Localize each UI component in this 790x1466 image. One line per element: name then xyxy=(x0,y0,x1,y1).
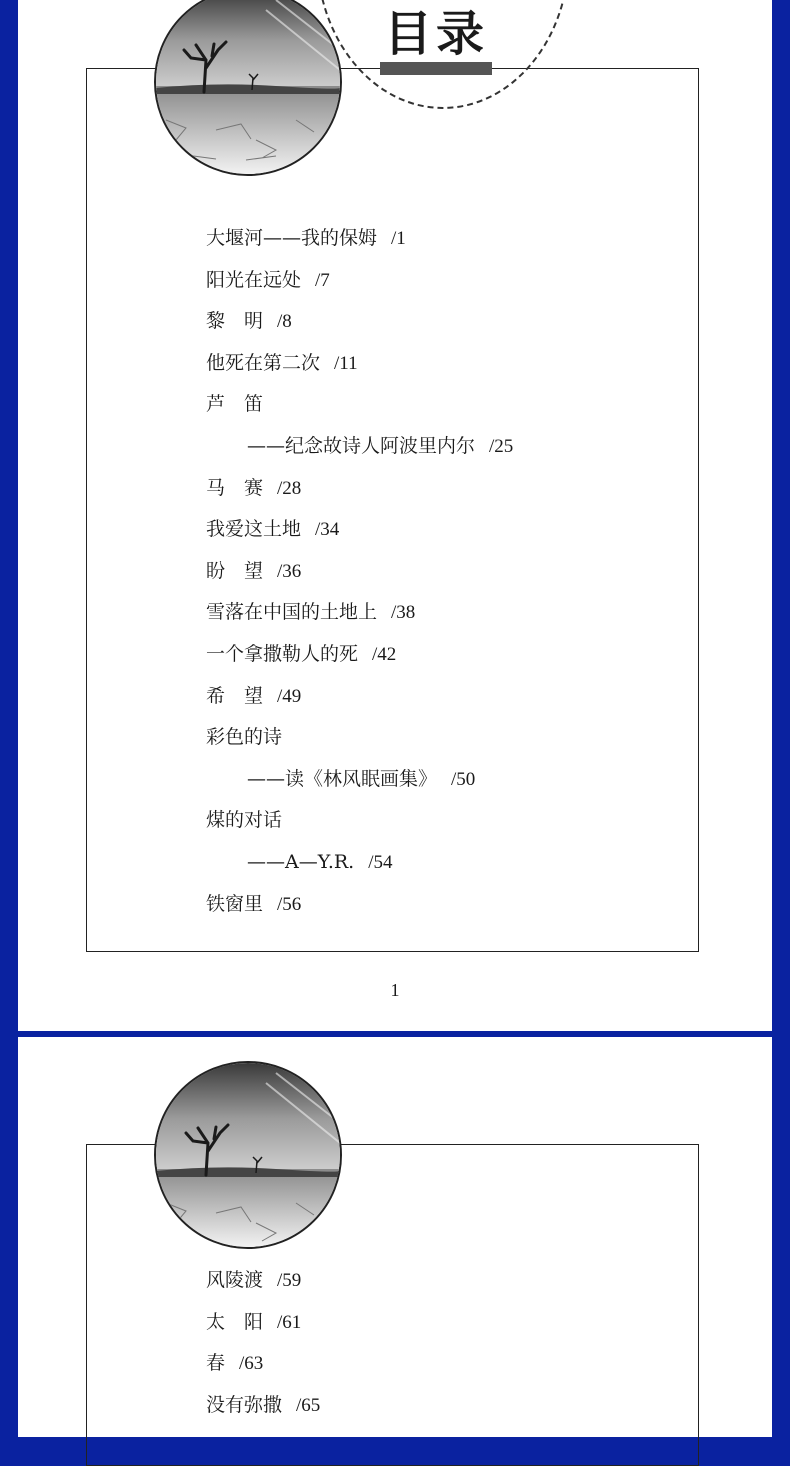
toc-entry[interactable] xyxy=(206,1385,320,1427)
toc-entry-title: 黎 明 xyxy=(206,310,264,333)
toc-entry[interactable] xyxy=(206,1302,320,1344)
toc-entry[interactable] xyxy=(206,634,513,676)
toc-entry-page: /38 xyxy=(391,602,416,624)
toc-entry-page: /28 xyxy=(277,477,302,499)
toc-entry[interactable] xyxy=(206,1260,320,1302)
toc-entry-title: 马 赛 xyxy=(206,476,264,499)
toc-entry-title: 煤的对话 xyxy=(206,809,283,832)
toc-entry-page: /25 xyxy=(489,435,514,457)
toc-entry-page: /8 xyxy=(277,311,292,333)
toc-entry[interactable] xyxy=(206,717,513,759)
toc-entry-title: 铁窗里 xyxy=(206,892,264,915)
page-number: 1 xyxy=(390,980,400,1000)
toc-entry-page: /36 xyxy=(277,560,302,582)
toc-entry-title: 太 阳 xyxy=(206,1310,264,1333)
toc-entry-page: /63 xyxy=(239,1353,264,1375)
toc-entry[interactable] xyxy=(206,384,513,426)
toc-entry-title: ——读《林风眠画集》 xyxy=(247,767,438,790)
toc-entry[interactable] xyxy=(206,800,513,842)
toc-entry-page: /49 xyxy=(277,685,302,707)
toc-page-1 xyxy=(18,0,772,1031)
toc-entry-page: /65 xyxy=(296,1394,321,1416)
toc-entry-page: /59 xyxy=(277,1270,302,1291)
toc-entry[interactable] xyxy=(206,509,513,551)
toc-entry[interactable] xyxy=(206,1343,320,1385)
toc-entry-page: /11 xyxy=(334,352,358,374)
page-title: 目录 xyxy=(383,6,488,62)
toc-entry-title: 我爱这土地 xyxy=(206,518,302,541)
toc-subentry[interactable] xyxy=(206,426,513,468)
toc-entry-title: ——纪念故诗人阿波里内尔 xyxy=(247,434,476,457)
toc-entry-page: /34 xyxy=(315,519,340,541)
toc-list xyxy=(206,1260,320,1426)
desert-photo-circle xyxy=(154,1061,342,1249)
toc-entry-title: 没有弥撒 xyxy=(206,1393,283,1416)
toc-entry-page: /50 xyxy=(451,768,476,790)
toc-entry-page: /54 xyxy=(368,851,393,873)
toc-entry[interactable] xyxy=(206,301,513,343)
toc-entry-page: /1 xyxy=(391,228,406,249)
toc-entry-title: 芦 笛 xyxy=(206,393,264,416)
toc-entry-title: 阳光在远处 xyxy=(206,268,302,291)
desert-tree-photo-icon xyxy=(156,0,340,174)
toc-entry-page: /7 xyxy=(315,269,330,291)
toc-entry-title: 大堰河——我的保姆 xyxy=(206,227,378,249)
toc-entry[interactable] xyxy=(206,884,513,926)
toc-entry-title: ——A—Y.R. xyxy=(247,850,355,873)
toc-entry-page: /42 xyxy=(372,643,397,665)
toc-entry[interactable] xyxy=(206,592,513,634)
desert-tree-photo-icon xyxy=(156,1063,340,1247)
toc-entry-title: 彩色的诗 xyxy=(206,726,283,749)
toc-entry-title: 一个拿撒勒人的死 xyxy=(206,642,359,665)
title-block xyxy=(380,4,492,74)
toc-entry[interactable] xyxy=(206,218,513,260)
toc-subentry[interactable] xyxy=(206,759,513,801)
toc-entry-title: 盼 望 xyxy=(206,559,264,582)
toc-entry[interactable] xyxy=(206,343,513,385)
toc-entry-page: /56 xyxy=(277,893,302,915)
toc-list xyxy=(206,218,513,925)
toc-subentry[interactable] xyxy=(206,842,513,884)
toc-entry-title: 希 望 xyxy=(206,684,264,707)
toc-entry[interactable] xyxy=(206,676,513,718)
toc-entry-title: 风陵渡 xyxy=(206,1269,264,1291)
toc-page-2 xyxy=(18,1037,772,1437)
toc-entry-title: 春 xyxy=(206,1352,226,1375)
toc-entry[interactable] xyxy=(206,468,513,510)
toc-entry[interactable] xyxy=(206,551,513,593)
toc-entry-page: /61 xyxy=(277,1311,302,1333)
toc-entry[interactable] xyxy=(206,260,513,302)
toc-entry-title: 雪落在中国的土地上 xyxy=(206,601,378,624)
toc-entry-title: 他死在第二次 xyxy=(206,351,321,374)
